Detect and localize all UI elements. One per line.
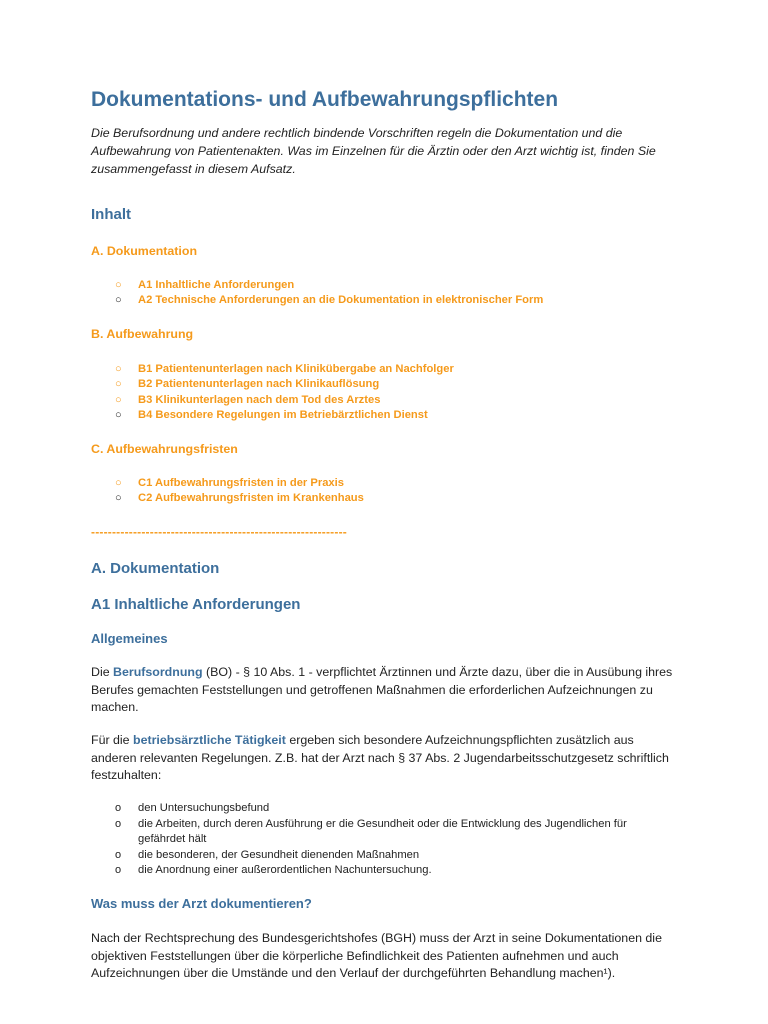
- toc-item-a1[interactable]: [115, 277, 543, 293]
- toc-item-b1[interactable]: [115, 361, 454, 377]
- hollow-bullet-icon: o: [115, 802, 122, 814]
- section-divider: -------------------------------------------------------------: [91, 525, 347, 539]
- hollow-bullet-icon: ○: [115, 294, 122, 307]
- toc-item-label: C1 Aufbewahrungsfristen in der Praxis: [138, 476, 344, 489]
- general-paragraph-2: [91, 732, 681, 785]
- requirements-list: [115, 801, 675, 879]
- toc-item-label: C2 Aufbewahrungsfristen im Krankenhaus: [138, 492, 364, 505]
- toc-item-label: B3 Klinikunterlagen nach dem Tod des Arztes: [138, 393, 381, 406]
- berufsordnung-link[interactable]: Berufsordnung: [113, 665, 203, 679]
- toc-item-label: B1 Patientenunterlagen nach Klinikübergabe an Nachfolger: [138, 362, 454, 375]
- section-a-heading: A. Dokumentation: [91, 560, 220, 577]
- list-item: [115, 817, 675, 848]
- toc-item-a2[interactable]: [115, 293, 543, 309]
- text-span: ergeben sich besondere Aufzeichnungspflichten zusätzlich aus anderen relevanten Regelungen. Z.B. hat der Arzt nach § 37 Abs. 2 Jugendarbeitsschutzgesetz schriftlich festzuhalten:: [91, 733, 669, 782]
- general-paragraph-1: [91, 664, 681, 717]
- hollow-bullet-icon: ○: [115, 278, 122, 291]
- toc-heading: Inhalt: [91, 206, 131, 223]
- hollow-bullet-icon: o: [115, 848, 122, 861]
- toc-list-b: [115, 361, 454, 423]
- list-item-text: die besonderen, der Gesundheit dienenden Maßnahmen: [138, 848, 420, 861]
- hollow-bullet-icon: ○: [115, 378, 122, 391]
- toc-list-c: [115, 475, 364, 506]
- toc-section-a[interactable]: A. Dokumentation: [91, 244, 198, 258]
- toc-item-b3[interactable]: [115, 392, 454, 408]
- toc-item-label: A1 Inhaltliche Anforderungen: [138, 278, 295, 291]
- hollow-bullet-icon: o: [115, 864, 122, 876]
- general-heading: Allgemeines: [91, 631, 168, 646]
- hollow-bullet-icon: ○: [115, 476, 122, 489]
- toc-item-c2[interactable]: [115, 491, 364, 507]
- betriebsaerztliche-taetigkeit-link[interactable]: betriebsärztliche Tätigkeit: [133, 733, 286, 747]
- toc-section-c[interactable]: C. Aufbewahrungsfristen: [91, 442, 238, 456]
- text-span: Für die: [91, 733, 134, 747]
- section-a1-heading: A1 Inhaltliche Anforderungen: [91, 596, 301, 613]
- intro-paragraph: Die Berufsordnung und andere rechtlich bindende Vorschriften regeln die Dokumentation und die Aufbewahrung von Patientenakten. Was im Einzelnen für die Ärztin oder den Arzt wichtig ist, finden Sie zusammengefasst in diesem Aufsatz.: [91, 126, 656, 176]
- toc-item-label: B2 Patientenunterlagen nach Klinikauflösung: [138, 378, 380, 391]
- hollow-bullet-icon: ○: [115, 362, 122, 375]
- toc-item-b4[interactable]: [115, 408, 454, 424]
- toc-item-b2[interactable]: [115, 377, 454, 393]
- list-item: [115, 848, 675, 864]
- toc-item-label: B4 Besondere Regelungen im Betriebärztlichen Dienst: [138, 409, 428, 422]
- list-item: [115, 863, 675, 879]
- toc-list-a: [115, 277, 543, 308]
- hollow-bullet-icon: o: [115, 817, 122, 830]
- list-item: [115, 801, 675, 817]
- hollow-bullet-icon: ○: [115, 409, 122, 422]
- hollow-bullet-icon: ○: [115, 492, 122, 505]
- toc-item-label: A2 Technische Anforderungen an die Dokumentation in elektronischer Form: [138, 294, 544, 307]
- list-item-text: die Arbeiten, durch deren Ausführung er die Gesundheit oder die Entwicklung des Jugendlichen für gefährdet hält: [138, 817, 627, 845]
- toc-section-b[interactable]: B. Aufbewahrung: [91, 327, 194, 341]
- what-to-document-paragraph: Nach der Rechtsprechung des Bundesgerichtshofes (BGH) muss der Arzt in seine Dokumentationen die objektiven Feststellungen über die körperliche Befindlichkeit des Patienten aufnehmen und auch Aufzeichnungen über die Umstände und den Verlauf der durchgeführten Behandlung machen¹).: [91, 931, 662, 980]
- text-span: (BO) - § 10 Abs. 1 - verpflichtet Ärztinnen und Ärzte dazu, über die in Ausübung ihres Berufes gemachten Feststellungen und getroffenen Maßnahmen die erforderlichen Aufzeichnungen zu machen.: [91, 665, 673, 714]
- list-item-text: die Anordnung einer außerordentlichen Nachuntersuchung.: [138, 864, 432, 876]
- list-item-text: den Untersuchungsbefund: [138, 802, 270, 814]
- hollow-bullet-icon: ○: [115, 393, 122, 406]
- page-title: Dokumentations- und Aufbewahrungspflichten: [91, 88, 559, 111]
- toc-item-c1[interactable]: [115, 475, 364, 491]
- what-to-document-heading: Was muss der Arzt dokumentieren?: [91, 896, 312, 911]
- text-span: Die: [91, 665, 114, 679]
